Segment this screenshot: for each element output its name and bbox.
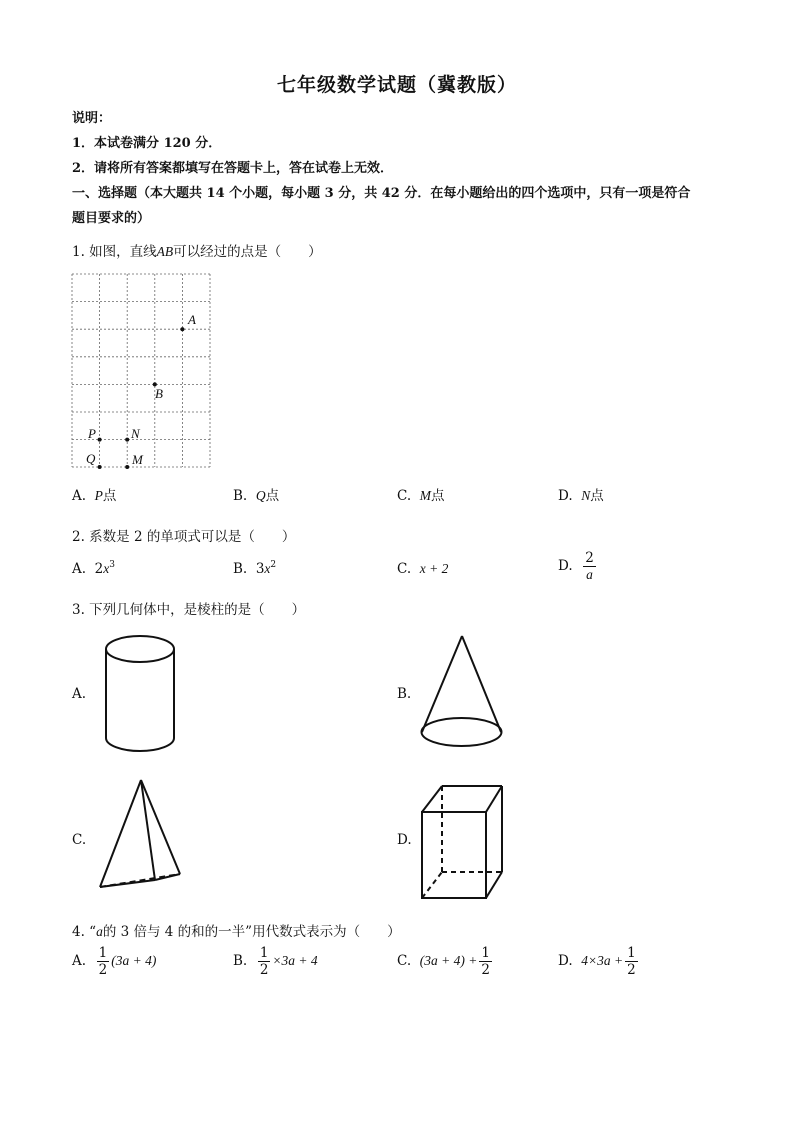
q2-option-b[interactable]: B. $3x^2$ [233, 560, 277, 577]
q1-option-b[interactable]: B. Q点 [233, 488, 280, 504]
label-b: B [155, 386, 163, 401]
pyramid-figure [96, 776, 186, 894]
question-4-stem: 4. “a的 3 倍与 4 的和的一半”用代数式表示为（ ） [72, 924, 401, 940]
q3-option-b-label[interactable]: B. [397, 686, 412, 702]
q3-option-c-label[interactable]: C. [72, 832, 87, 848]
q3-option-a-label[interactable]: A. [72, 686, 87, 702]
label-n: N [131, 426, 140, 441]
fraction: $\frac{2}{a}$ [585, 550, 594, 582]
question-3-stem: 3. 下列几何体中，是棱柱的是（ ） [72, 602, 306, 618]
point-n [125, 438, 129, 442]
q4-option-b[interactable]: B. $\frac{1}{2}$ ×3a + 4 [233, 945, 318, 978]
q1-prefix: 1. 如图，直线 [72, 244, 157, 260]
rectangular-prism-figure [418, 782, 506, 902]
section-heading-line2: 题目要求的） [72, 211, 151, 226]
label-q: Q [86, 451, 96, 466]
fraction: $\frac{1}{2}$ [98, 945, 108, 978]
label-p: P [88, 426, 96, 441]
fraction: $\frac{1}{2}$ [627, 945, 636, 978]
label-a: A [188, 312, 196, 327]
note-1: 1．本试卷满分 120 分． [72, 136, 222, 151]
section-heading-line1: 一、选择题（本大题共 14 个小题，每小题 3 分，共 42 分．在每小题给出的四个选项中，只有一项是符合 [72, 186, 691, 201]
fraction: $\frac{1}{2}$ [259, 945, 269, 978]
q3-option-d-label[interactable]: D. [397, 832, 412, 848]
q2-option-a[interactable]: A. $2x^3$ [72, 560, 115, 577]
q1-var-ab: AB [156, 244, 174, 259]
q1-option-a[interactable]: A. P点 [72, 488, 117, 504]
cylinder-figure [100, 632, 180, 756]
question-2-stem: 2. 系数是 2 的单项式可以是（ ） [72, 529, 296, 545]
point-p [98, 438, 102, 442]
exam-title: 七年级数学试题（冀教版） [276, 74, 517, 96]
notes-heading: 说明： [72, 111, 112, 126]
q2-option-c[interactable]: C. x + 2 [397, 561, 449, 577]
q4-option-c[interactable]: C. (3a + 4) + $\frac{1}{2}$ [397, 945, 490, 978]
point-m [125, 465, 129, 469]
point-a [180, 327, 184, 331]
q1-grid-figure [70, 272, 214, 472]
q1-option-c[interactable]: C. M点 [397, 488, 445, 504]
point-q [98, 465, 102, 469]
fraction: $\frac{1}{2}$ [481, 945, 490, 978]
cone-figure [418, 632, 506, 752]
question-1-stem [72, 240, 322, 260]
q4-option-a[interactable]: A. $\frac{1}{2}$ (3a + 4) [72, 945, 157, 978]
label-m: M [132, 452, 143, 467]
note-2: 2．请将所有答案都填写在答题卡上，答在试卷上无效． [72, 161, 394, 176]
q2-option-d[interactable]: D. $\frac{2}{a}$ [558, 550, 594, 582]
q1-option-d[interactable]: D. N点 [558, 488, 604, 504]
q1-suffix: 可以经过的点是（ ） [173, 244, 322, 260]
q4-option-d[interactable]: D. 4×3a + $\frac{1}{2}$ [558, 945, 636, 978]
